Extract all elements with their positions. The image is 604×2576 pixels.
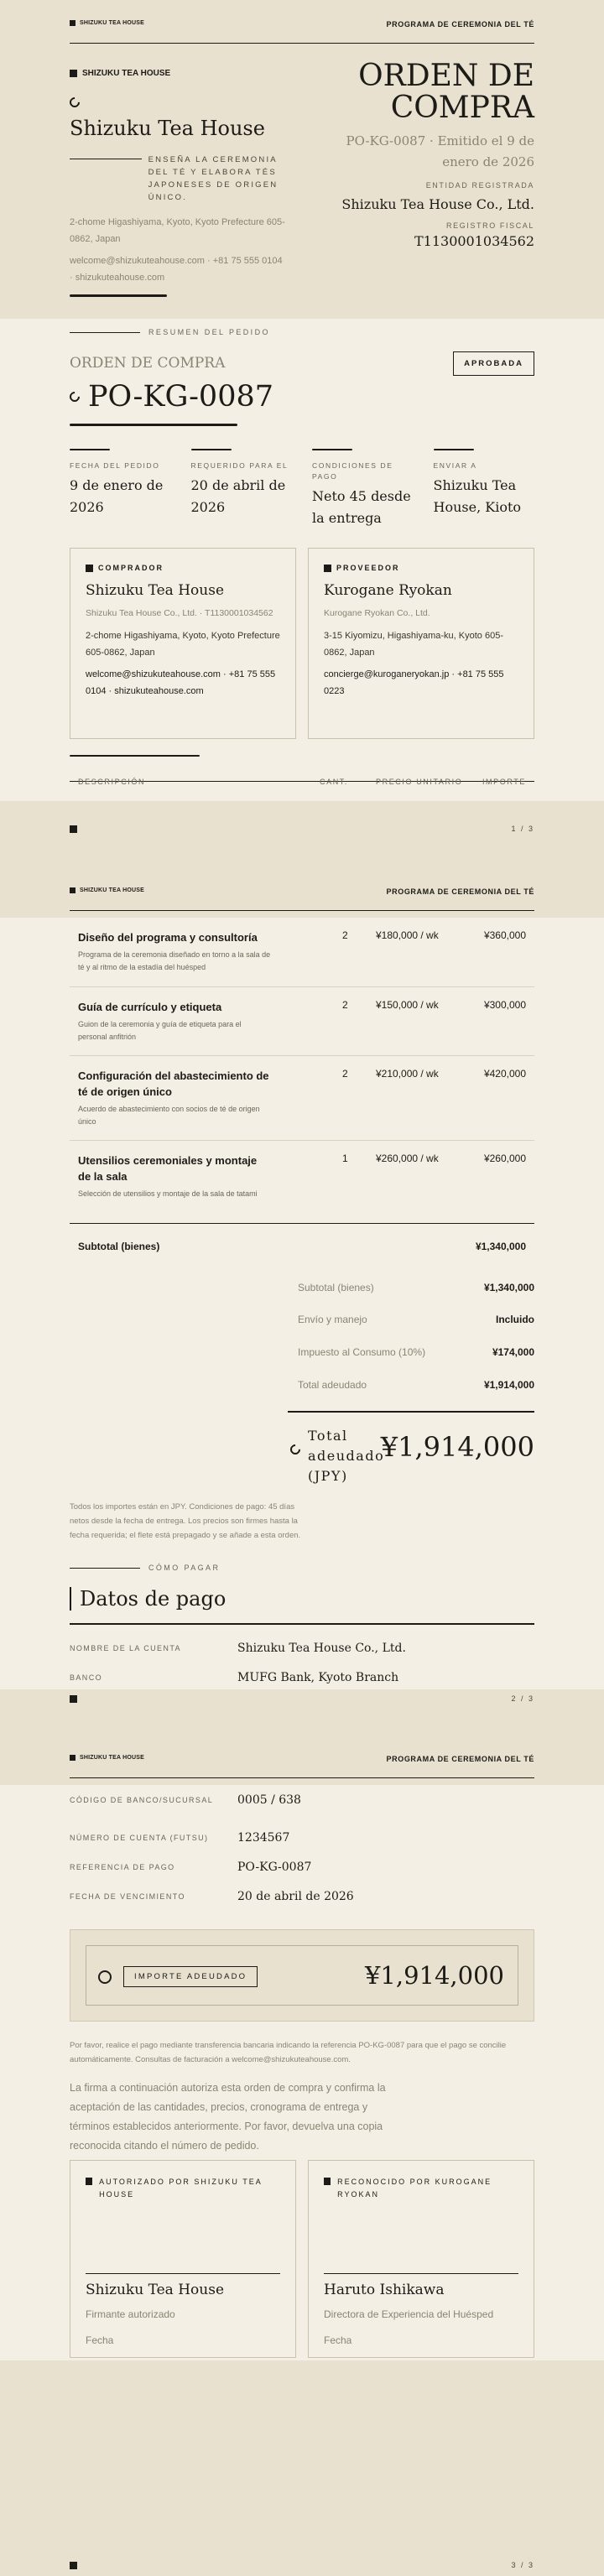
totals-line: Total adeudado ¥1,914,000 [298, 1379, 534, 1391]
doc-block [341, 60, 534, 249]
authorization-text: La firma a continuación autoriza esta orden de compra y confirma la aceptación de las cantidades, precios, cronograma de entrega y términos establecidos anteriormente. Por favor, devuelva una copia reconocida citando el número de pedido. [70, 2082, 386, 2152]
brand-mark-icon [70, 887, 76, 893]
payment-field: REFERENCIA DE PAGO PO-KG-0087 [70, 1860, 312, 1874]
issuer-address: 2-chome Higashiyama, Kyoto, Kyoto Prefecture 605-0862, Japan [70, 217, 285, 244]
issuer-tagline: ENSEÑA LA CEREMONIA DEL TÉ Y ELABORA TÉS JAPONESES DE ORIGEN ÚNICO. [148, 155, 279, 202]
brush-stroke [70, 294, 167, 297]
brand-mark-icon [70, 20, 76, 26]
grand-total [288, 1411, 534, 1486]
header-program: PROGRAMA DE CEREMONIA DEL TÉ [386, 1755, 534, 1763]
supplier-card: PROVEEDOR Kurogane Ryokan Kurogane Ryokan Co., Ltd. 3-15 Kiyomizu, Higashiyama-ku, Kyoto 605-0862, Japan concierge@kuroganeryokan.jp · +81 75 555 0223 [308, 548, 534, 739]
page-3 [0, 1735, 604, 2576]
field-order-date: FECHA DEL PEDIDO 9 de enero de 2026 [70, 449, 171, 529]
square-icon [86, 2178, 92, 2185]
grand-total-label: Total adeudado (JPY) [308, 1428, 385, 1484]
square-icon [70, 1695, 77, 1703]
amount-due-value: ¥1,914,000 [364, 1961, 504, 1990]
payment-title: Datos de pago [80, 1587, 226, 1611]
table-row: Diseño del programa y consultoría Programa de la ceremonia diseñado en torno a la sala de té y al ritmo de la estadía del huésped 2 ¥180,000 / wk ¥360,000 [70, 918, 534, 987]
payment-field: FECHA DE VENCIMIENTO 20 de abril de 2026 [70, 1890, 354, 1903]
payment-field: BANCO MUFG Bank, Kyoto Branch [70, 1671, 399, 1684]
buyer-card: COMPRADOR Shizuku Tea House Shizuku Tea House Co., Ltd. · T1130001034562 2-chome Higashiyama, Kyoto, Kyoto Prefecture 605-0862, Japan welcome@shizukuteahouse.com · +81 75 555 0104 · shizukuteahouse.com [70, 548, 296, 739]
amount-due-label: IMPORTE ADEUDADO [123, 1966, 258, 1987]
square-icon [70, 825, 77, 833]
summary-section-label: RESUMEN DEL PEDIDO [70, 328, 270, 336]
totals-line: Impuesto al Consumo (10%) ¥174,000 [298, 1346, 534, 1358]
page-number: 3 / 3 [511, 2561, 534, 2569]
amount-due-panel [70, 1929, 534, 2022]
enso-icon [289, 1443, 303, 1457]
line-items-header: DESCRIPCIÓN CANT. PRECIO UNITARIO IMPORTE [70, 755, 534, 782]
header-program: PROGRAMA DE CEREMONIA DEL TÉ [386, 20, 534, 29]
signature-line [86, 2273, 280, 2274]
signature-card-supplier: RECONOCIDO POR KUROGANE RYOKAN Haruto Ishikawa Directora de Experiencia del Huésped Fecha [308, 2160, 534, 2358]
brush-stroke [70, 424, 237, 426]
circle-icon [98, 1970, 112, 1984]
running-header [70, 887, 534, 911]
enso-icon [68, 390, 82, 404]
field-payment-terms: CONDICIONES DE PAGO Neto 45 desde la entrega [312, 449, 414, 529]
header-brand: SHIZUKU TEA HOUSE [70, 20, 144, 26]
square-icon [70, 2562, 77, 2569]
issuer-block [70, 69, 288, 297]
issuer-contact: welcome@shizukuteahouse.com · +81 75 555 0104 · shizukuteahouse.com [70, 256, 283, 283]
payment-field: NÚMERO DE CUENTA (FUTSU) 1234567 [70, 1831, 290, 1845]
signature-line [324, 2273, 518, 2274]
grand-total-value: ¥1,914,000 [380, 1431, 534, 1463]
status-badge: APROBADA [453, 351, 534, 376]
square-icon [324, 2178, 331, 2185]
table-row: Configuración del abastecimiento de té de origen único Acuerdo de abastecimiento con socios de té de origen único 2 ¥210,000 / wk ¥420,000 [70, 1056, 534, 1141]
page-1 [0, 0, 604, 841]
page-footer [70, 2561, 534, 2569]
tax-value: T1130001034562 [414, 233, 534, 249]
page-2 [0, 867, 604, 1709]
tax-label: REGISTRO FISCAL [445, 221, 534, 230]
page-number: 1 / 3 [511, 825, 534, 833]
registered-value: Shizuku Tea House Co., Ltd. [341, 196, 534, 212]
summary-fields [70, 449, 534, 529]
totals-note: Todos los importes están en JPY. Condiciones de pago: 45 días netos desde la fecha de entrega. Los precios son firmes hasta la fecha requerida; el flete está prepagado y se añade a esta orden. [70, 1502, 301, 1540]
header-program: PROGRAMA DE CEREMONIA DEL TÉ [386, 887, 534, 896]
issuer-name: Shizuku Tea House [70, 117, 265, 140]
table-row: Guía de currículo y etiqueta Guion de la ceremonia y guía de etiqueta para el personal anfitrión 2 ¥150,000 / wk ¥300,000 [70, 987, 534, 1056]
payment-field: NOMBRE DE LA CUENTA Shizuku Tea House Co., Ltd. [70, 1642, 406, 1655]
header-brand: SHIZUKU TEA HOUSE [70, 887, 144, 893]
signature-card-issuer: AUTORIZADO POR SHIZUKU TEA HOUSE Shizuku Tea House Firmante autorizado Fecha [70, 2160, 296, 2358]
field-required-date: REQUERIDO PARA EL 20 de abril de 2026 [191, 449, 293, 529]
square-icon [86, 565, 93, 572]
payment-section-label: CÓMO PAGAR [70, 1564, 220, 1572]
payment-field: CÓDIGO DE BANCO/SUCURSAL 0005 / 638 [70, 1793, 301, 1807]
page-footer [70, 1694, 534, 1703]
totals-line: Subtotal (bienes) ¥1,340,000 [298, 1282, 534, 1293]
doc-title: ORDEN DE COMPRA [358, 59, 534, 125]
po-number: PO-KG-0087 [88, 380, 274, 414]
enso-icon [68, 96, 82, 110]
totals-line: Envío y manejo Incluido [298, 1314, 534, 1325]
square-icon [324, 565, 331, 572]
registered-label: ENTIDAD REGISTRADA [425, 181, 534, 190]
running-header [70, 20, 534, 44]
running-header [70, 1755, 534, 1778]
po-label: ORDEN DE COMPRA [70, 355, 226, 372]
doc-number-line: PO-KG-0087 · Emitido el 9 de enero de 2026 [346, 133, 534, 169]
page-footer [70, 825, 534, 833]
issuer-brand: SHIZUKU TEA HOUSE [70, 69, 288, 78]
footer-band [0, 2360, 604, 2576]
payment-instructions: Por favor, realice el pago mediante transferencia bancaria indicando la referencia PO-KG-0087 para que el pago se concilie automáticamente. Consultas de facturación a welcome@shizukuteahouse.com. [70, 2041, 507, 2064]
table-row: Utensilios ceremoniales y montaje de la sala Selección de utensilios y montaje de la sala de tatami 1 ¥260,000 / wk ¥260,000 [70, 1141, 534, 1224]
brand-mark-icon [70, 1755, 76, 1761]
header-brand: SHIZUKU TEA HOUSE [70, 1755, 144, 1761]
page-number: 2 / 3 [511, 1694, 534, 1703]
brand-mark-icon [70, 70, 77, 77]
footer-band [0, 801, 604, 841]
subtotal-row: Subtotal (bienes) ¥1,340,000 [78, 1241, 526, 1252]
field-ship-to: ENVIAR A Shizuku Tea House, Kioto [434, 449, 535, 529]
